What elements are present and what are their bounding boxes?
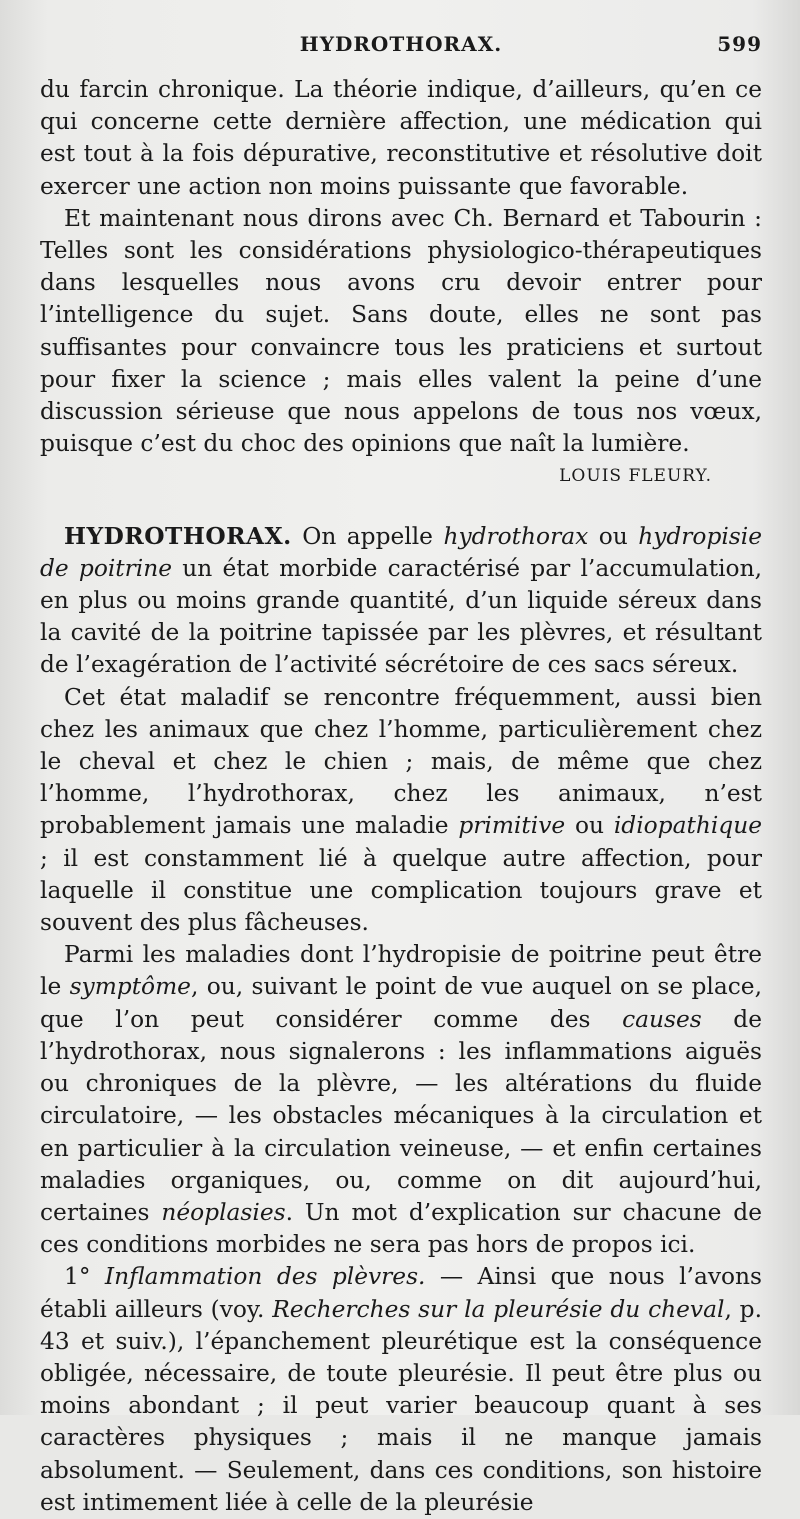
paragraph-occurrence [40,682,762,940]
closing-remarks-text: Et maintenant nous dirons avec Ch. Bernard et Tabourin : Telles sont les considérations physiologico-thérapeutiques dans lesquelles nous avons cru devoir entrer pour l’intelligence du sujet. Sans doute, elles ne sont pas suffisantes pour convaincre tous les praticiens et surtout pour fixer la science ; mais elles valent la peine d’une discussion sérieuse que nous appelons de tous nos vœux, puisque c’est du choc des opinions que naît la lumière. [40,204,762,458]
subheading-inflammation: Inflammation des plèvres. [104,1263,426,1291]
page-number: 599 [717,32,762,56]
term-hydropisie: hydropisie de poitrine [40,522,763,582]
paragraph-inflammation [40,1261,762,1519]
causes-text: , ou, suivant le point de vue auquel on se place, que l’on peut considérer comme des [40,973,762,1033]
occurrence-text: ; il est constamment lié à quelque autre affection, pour laquelle il constitue une complication toujours grave et souvent des plus fâcheuses. [40,844,762,937]
paragraph-farcin-conclusion: du farcin chronique. La théorie indique, d’ailleurs, qu’en ce qui concerne cette dernière affection, une médication qui est tout à la fois dépurative, reconstitutive et résolutive doit exercer une action non moins puissante que favorable. [40,76,762,200]
author-signature: LOUIS FLEURY. [559,466,712,487]
paragraph-definition [40,521,762,682]
running-head [40,26,762,74]
term-neoplasies: néoplasies [161,1198,286,1226]
inflammation-text: — Ainsi que nous l’avons établi ailleurs (voy. [40,1263,762,1323]
paragraph-causes [40,939,762,1261]
inflammation-text: , p. 43 et suiv.), l’épanchement pleurétique est la conséquence obligée, nécessaire, de toute pleurésie. Il peut être plus ou moins abondant ; il peut varier beaucoup quant à ses caractères physiques ; mais il ne manque jamais absolument. — Seulement, dans ces conditions, son histoire est intimement liée à celle de la pleurésie [40,1295,762,1516]
causes-text: Parmi les maladies dont l’hydropisie de poitrine peut être le [40,941,762,1001]
occurrence-text: ou [565,812,614,840]
entry-headword: HYDROTHORAX. [64,522,292,550]
term-hydrothorax: hydrothorax [443,522,589,550]
term-idiopathique: idiopathique [613,812,763,840]
term-causes: causes [622,1005,702,1033]
term-primitive: primitive [458,812,566,840]
causes-text: de l’hydrothorax, nous signalerons : les inflammations aiguës ou chroniques de la plèvre, — les altérations du fluide circulatoire, — les obstacles mécaniques à la circulation et en particulier à la circulation veineuse, — et enfin certaines maladies organiques, ou, comme on dit aujourd’hui, certaines [40,1005,762,1226]
inflammation-text: 1° [64,1263,105,1291]
occurrence-text: Cet état maladif se rencontre fréquemment, aussi bien chez les animaux que chez l’homme, particulièrement chez le cheval et chez le chien ; mais, de même que chez l’homme, l’hydrothorax, chez les animaux, n’est probablement jamais une maladie [40,683,762,840]
definition-text: un état morbide caractérisé par l’accumulation, en plus ou moins grande quantité, d’un liquide séreux dans la cavité de la poitrine tapissée par les plèvres, et résultant de l’exagération de l’activité sécrétoire de ces sacs séreux. [40,554,762,679]
body-text [40,74,762,1519]
term-symptome: symptôme [69,973,191,1001]
entry-separator [40,493,762,521]
definition-text: ou [588,522,639,550]
running-head-title: HYDROTHORAX. [299,32,503,56]
definition-text: On appelle [291,522,444,550]
causes-text: . Un mot d’explication sur chacune de ces conditions morbides ne sera pas hors de propos ici. [40,1198,762,1259]
citation-title: Recherches sur la pleurésie du cheval [272,1295,725,1323]
paragraph-closing-remarks [40,203,762,487]
